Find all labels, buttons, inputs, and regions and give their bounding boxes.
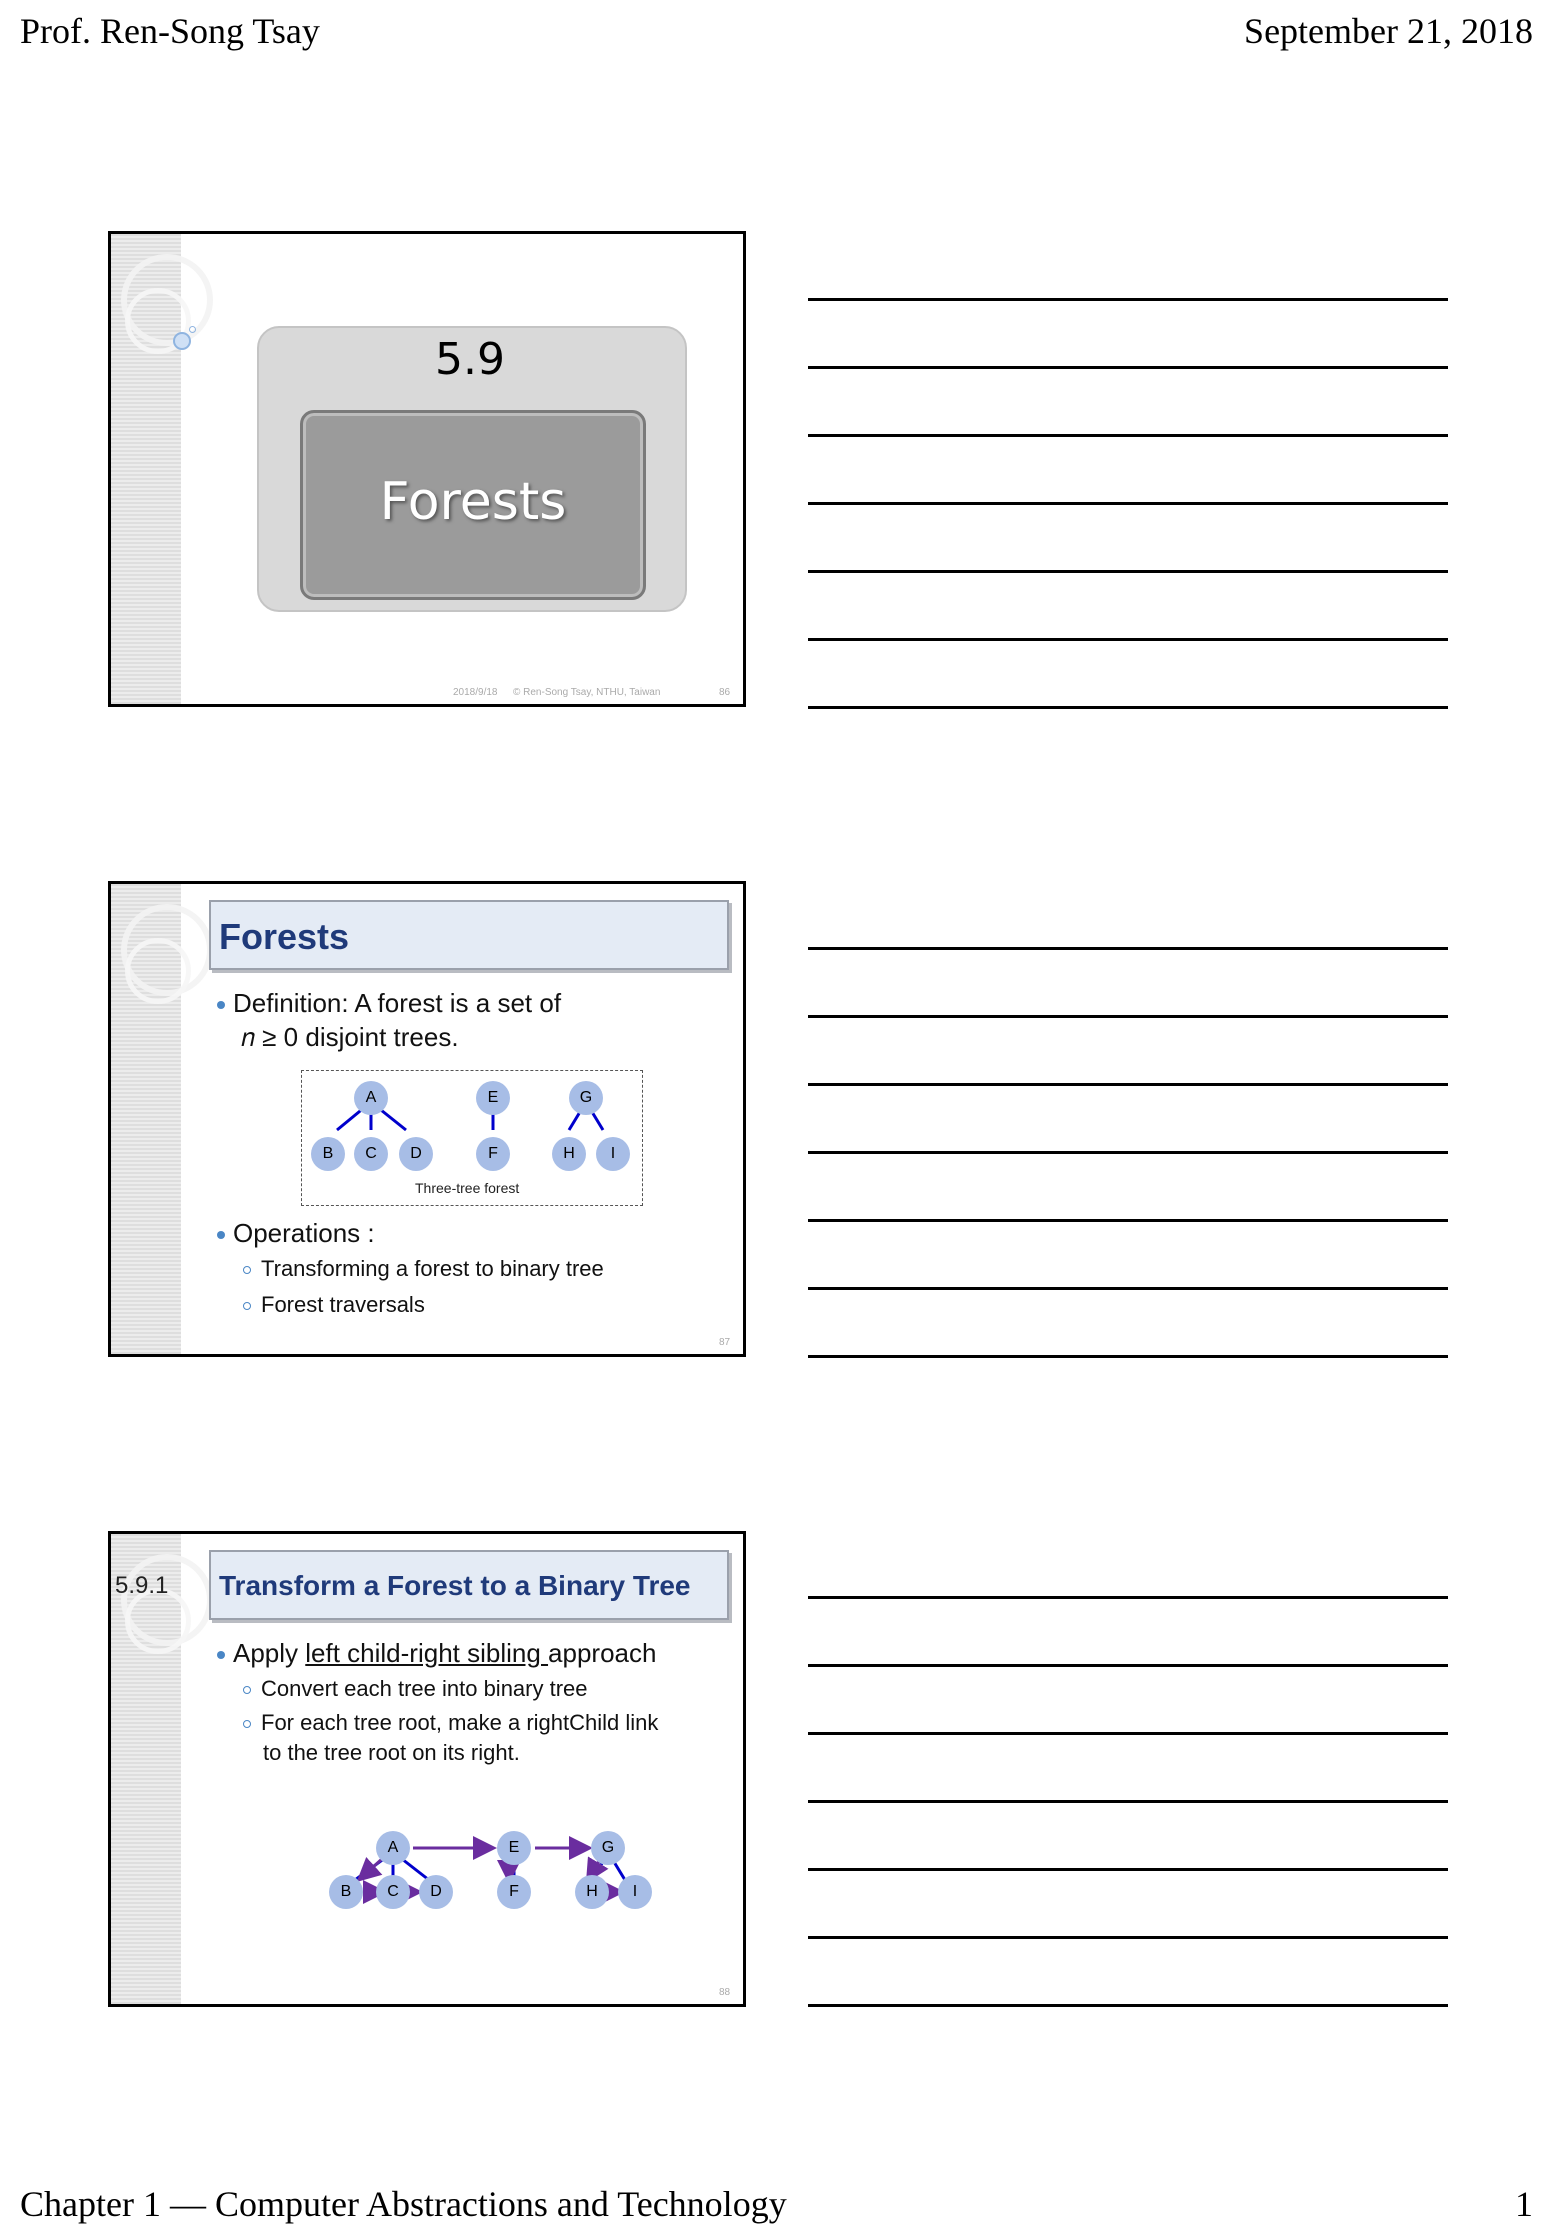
- slide-page-number: 88: [719, 1987, 731, 1998]
- tree-node-G: G: [569, 1081, 603, 1115]
- tree-node-E: E: [497, 1831, 531, 1865]
- footer-chapter: Chapter 1 — Computer Abstractions and Technology: [20, 2184, 787, 2224]
- tree-node-I: I: [596, 1137, 630, 1171]
- tree-node-F: F: [497, 1875, 531, 1909]
- tree-node-I: I: [618, 1875, 652, 1909]
- slide-title: Transform a Forest to a Binary Tree: [219, 1570, 691, 1601]
- forest-edges: [111, 884, 746, 1357]
- tree-node-G: G: [591, 1831, 625, 1865]
- slide-decoration-strip: [111, 234, 181, 704]
- sub-bullet-rightchild-cont: to the tree root on its right.: [263, 1740, 520, 1765]
- slide-footer-credit: © Ren-Song Tsay, NTHU, Taiwan: [513, 687, 661, 698]
- slide-footer-date: 2018/9/18: [453, 687, 498, 698]
- tree-node-D: D: [419, 1875, 453, 1909]
- slide-page-number: 87: [719, 1337, 731, 1348]
- section-title: Forests: [379, 472, 567, 532]
- tree-node-C: C: [354, 1137, 388, 1171]
- bubble-decoration: [189, 326, 196, 333]
- tree-node-F: F: [476, 1137, 510, 1171]
- header-author: Prof. Ren-Song Tsay: [20, 11, 320, 51]
- section-number: 5.9: [435, 334, 505, 385]
- bullet-definition: Definition: A forest is a set of: [217, 988, 717, 1019]
- bullet-apply: Apply left child-right sibling approach: [217, 1638, 656, 1669]
- tree-node-H: H: [575, 1875, 609, 1909]
- footer-page-number: 1: [1515, 2184, 1533, 2224]
- tree-node-B: B: [311, 1137, 345, 1171]
- slide-1: [108, 231, 746, 707]
- slide-page-number: 86: [719, 687, 731, 698]
- tree-node-B: B: [329, 1875, 363, 1909]
- binary-tree-edges: [111, 1534, 746, 2007]
- sub-bullet-op-2: Forest traversals: [243, 1292, 425, 1318]
- tree-node-C: C: [376, 1875, 410, 1909]
- bullet-operations: Operations :: [217, 1218, 375, 1249]
- tree-node-A: A: [354, 1081, 388, 1115]
- section-number: 5.9.1: [115, 1572, 169, 1599]
- tree-node-H: H: [552, 1137, 586, 1171]
- tree-node-E: E: [476, 1081, 510, 1115]
- slide-title: Forests: [219, 916, 350, 957]
- tree-node-D: D: [399, 1137, 433, 1171]
- sub-bullet-op-1: Transforming a forest to binary tree: [243, 1256, 604, 1282]
- bubble-decoration: [173, 332, 191, 350]
- slide-2: [108, 881, 746, 1357]
- sub-bullet-rightchild: For each tree root, make a rightChild link: [243, 1710, 658, 1736]
- approach-term: left child-right sibling: [305, 1638, 549, 1668]
- slide-3: [108, 1531, 746, 2007]
- tree-node-A: A: [376, 1831, 410, 1865]
- bullet-definition-cont: 𝑛 ≥ 0 disjoint trees.: [241, 1022, 459, 1052]
- sub-bullet-convert: Convert each tree into binary tree: [243, 1676, 588, 1702]
- header-date: September 21, 2018: [1244, 11, 1533, 51]
- figure-caption: Three-tree forest: [415, 1180, 520, 1196]
